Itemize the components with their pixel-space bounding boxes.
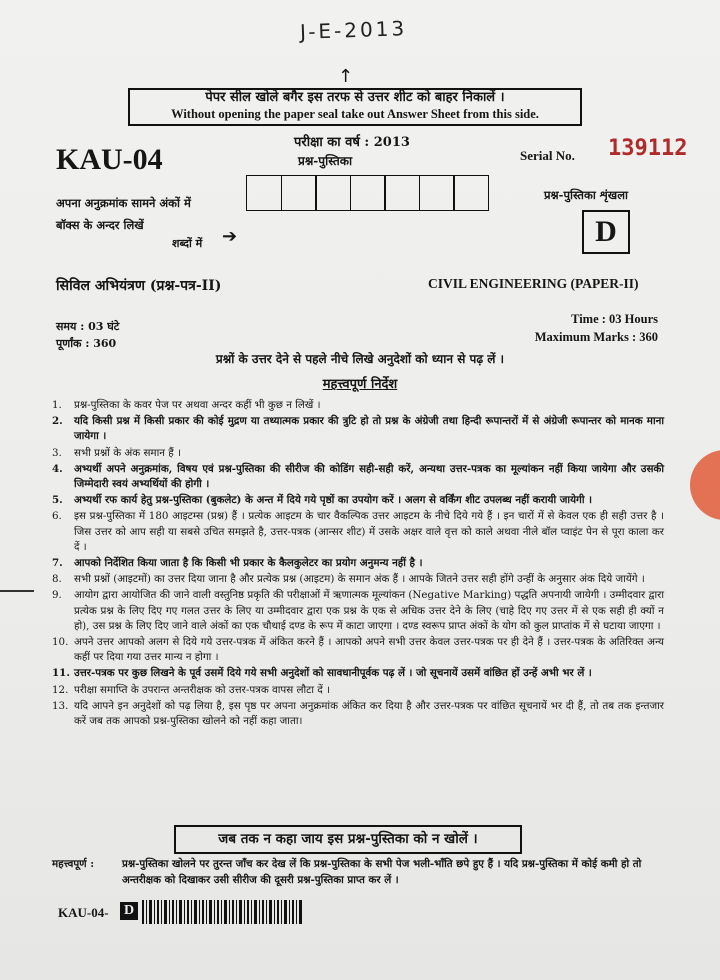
- margin-mark: [0, 590, 34, 592]
- roll-instruction-line: बॉक्स के अन्दर लिखें: [56, 218, 144, 232]
- instruction-item: 6. इस प्रश्न-पुस्तिका में 180 आइटम्स (प्रश्न) हैं । प्रत्येक आइटम के चार वैकल्पिक उत्तर आइटम के नीचे दिये गये हैं । इन चारों में से केवल एक ही सही उत्तर है । जिस उत्तर को आप सही या सबसे उचित समझते है, उत्तर-पत्रक (आन्सर शीट) में उसके अक्षर वाले वृत्त को काले अथवा नीले बॉल प्वाइंट पेन से पूरा काला कर दें ।: [52, 510, 664, 553]
- right-arrow-icon: ➔: [222, 226, 238, 247]
- instruction-item: 4. अभ्यर्थी अपने अनुक्रमांक, विषय एवं प्रश्न-पुस्तिका की सीरीज की कोडिंग सही-सही करें, अन्यथा उत्तर-पत्रक का मूल्यांकन नहीं किया जायेगा और उसकी जिम्मेदारी स्वयं अभ्यर्थियों की होगी ।: [52, 462, 664, 491]
- important-note-text: प्रश्न-पुस्तिका खोलने पर तुरन्त जाँच कर देख लें कि प्रश्न-पुस्तिका के सभी पेज भली-भाँति छपे हुए हैं । यदि प्रश्न-पुस्तिका में कोई कमी हो तो अन्तरीक्षक को दिखाकर उसी सीरीज की दूसरी प्रश्न-पुस्तिका प्राप्त कर लें ।: [122, 858, 642, 886]
- roll-instruction-line: अपना अनुक्रमांक सामने अंकों में: [56, 196, 191, 210]
- instruction-item: 9. आयोग द्वारा आयोजित की जाने वाली वस्तुनिष्ठ प्रकृति की परीक्षाओं में ऋणात्मक मूल्यांकन (Negative Marking) पद्धति अपनायी जायेगी । उम्मीदवार द्वारा प्रत्येक प्रश्न के लिए दिए गए गलत उत्तर के लिए या उम्मीदवार द्वारा एक प्रश्न के एक से अधिक उत्तर देने के लिए (चाहे दिए गए उत्तर में से एक सही ही क्यों न हो), उस प्रश्न के लिए दिए जाने वाले अंकों का एक चौथाई दण्ड के रूप में काटा जाएगा । दण्ड स्वरूप प्राप्त अंकों के योग को कुल प्राप्तांक में से घटाया जाएगा ।: [52, 589, 664, 632]
- serial-number: 139112: [608, 136, 688, 161]
- marks-english: Maximum Marks : 360: [534, 330, 658, 344]
- instruction-item: 10. अपने उत्तर आपको अलग से दिये गये उत्तर-पत्रक में अंकित करने हैं । आपको अपने सभी उत्तर केवल उत्तर-पत्रक पर ही देने हैं । उत्तर-पत्रक के अतिरिक्त अन्य कहीं पर दिया गया उत्तर मान्य न होगा ।: [52, 636, 664, 664]
- up-arrow-icon: ↑: [338, 66, 354, 87]
- barcode-label: KAU-04-: [58, 905, 109, 920]
- words-label: शब्दों में: [172, 237, 203, 250]
- roll-digit-box[interactable]: [453, 175, 489, 211]
- important-heading: महत्त्वपूर्ण निर्देश: [322, 377, 398, 392]
- roll-instruction: [56, 192, 191, 236]
- roll-digit-box[interactable]: [281, 175, 317, 211]
- time-marks-english: [535, 310, 658, 346]
- series-label: प्रश्न-पुस्तिका शृंखला: [544, 188, 628, 202]
- roll-number-boxes: [246, 175, 488, 211]
- instruction-item: 13. यदि आपने इन अनुदेशों को पढ़ लिया है, इस पृष्ठ पर अपना अनुक्रमांक अंकित कर दिया है और उत्तर-पत्रक पर वांछित सूचनायें भर दी हैं, तो तब तक इन्तजार करें जब तक आपको प्रश्न-पुस्तिका खोलने को नहीं कहा जाता।: [52, 699, 664, 728]
- series-code-box: D: [582, 210, 630, 254]
- important-note: [52, 856, 664, 888]
- roll-digit-box[interactable]: [315, 175, 351, 211]
- instruction-item: 2. यदि किसी प्रश्न में किसी प्रकार की कोई मुद्रण या तथ्यात्मक प्रकार की त्रुटि हो तो प्रश्न के अंग्रेजी तथा हिन्दी रूपान्तरों में से अंग्रेजी रूपान्तर को मानक माना जायेगा ।: [52, 415, 664, 443]
- time-marks-hindi: [56, 318, 119, 352]
- serial-label: Serial No.: [520, 148, 575, 163]
- seal-notice-hindi: पेपर सील खोले बगैर इस तरफ से उत्तर शीट को बाहर निकालें ।: [205, 90, 505, 105]
- paper-code: KAU-04: [56, 143, 163, 176]
- instruction-item: 8. सभी प्रश्नों (आइटमों) का उत्तर दिया जाना है और प्रत्येक प्रश्न (आइटम) के समान अंक हैं । आपके जितने उत्तर सही होंगे उन्हीं के अनुसार अंक दिये जायेंगे ।: [52, 573, 645, 586]
- read-first-note: प्रश्नों के उत्तर देने से पहले नीचे लिखे अनुदेशों को ध्यान से पढ़ लें ।: [215, 352, 505, 366]
- roll-digit-box[interactable]: [246, 175, 282, 211]
- booklet-label: प्रश्न-पुस्तिका: [298, 154, 353, 168]
- seal-stamp-icon: [690, 450, 720, 520]
- instruction-item: 7. आपको निर्देशित किया जाता है कि किसी भी प्रकार के कैलकुलेटर का प्रयोग अनुमन्य नहीं है ।: [52, 557, 423, 570]
- exam-year: परीक्षा का वर्ष : 2013: [294, 135, 410, 150]
- seal-notice-box: [128, 88, 582, 126]
- time-hindi: समय : 03 घंटे: [56, 320, 120, 333]
- barcode-series: D: [120, 902, 138, 920]
- seal-notice-english: Without opening the paper seal take out Answer Sheet from this side.: [171, 107, 539, 121]
- instruction-item: 5. अभ्यर्थी रफ कार्य हेतु प्रश्न-पुस्तिका (बुकलेट) के अन्त में दिये गये पृष्ठों का उपयोग करें । अलग से वर्किंग शीट उपलब्ध नहीं करायी जायेगी ।: [52, 494, 592, 507]
- time-english: Time : 03 Hours: [571, 312, 658, 326]
- roll-digit-box[interactable]: [384, 175, 420, 211]
- instruction-item: 1. प्रश्न-पुस्तिका के कवर पेज पर अथवा अन्दर कहीं भी कुछ न लिखें ।: [52, 399, 321, 411]
- handwritten-note: J-E-2013: [299, 16, 408, 44]
- do-not-open-box: जब तक न कहा जाय इस प्रश्न-पुस्तिका को न खोलें ।: [174, 825, 522, 854]
- subject-hindi: सिविल अभियंत्रण (प्रश्न-पत्र-II): [56, 278, 222, 294]
- roll-digit-box[interactable]: [350, 175, 386, 211]
- roll-digit-box[interactable]: [419, 175, 455, 211]
- important-label: महत्त्वपूर्ण :: [52, 858, 95, 870]
- barcode-icon: [142, 900, 302, 924]
- instruction-item: 12. परीक्षा समाप्ति के उपरान्त अन्तरीक्षक को उत्तर-पत्रक वापस लौटा दें ।: [52, 683, 330, 696]
- instruction-item: 11. उत्तर-पत्रक पर कुछ लिखने के पूर्व उसमें दिये गये सभी अनुदेशों को सावधानीपूर्वक पढ़ लें । जो सूचनायें उसमें वांछित हों उन्हें अभी भर लें ।: [52, 667, 592, 680]
- marks-hindi: पूर्णांक : 360: [56, 337, 117, 350]
- instruction-item: 3. सभी प्रश्नों के अंक समान हैं ।: [52, 446, 181, 459]
- subject-english: CIVIL ENGINEERING (PAPER-II): [428, 276, 639, 291]
- instruction-list: [52, 398, 664, 730]
